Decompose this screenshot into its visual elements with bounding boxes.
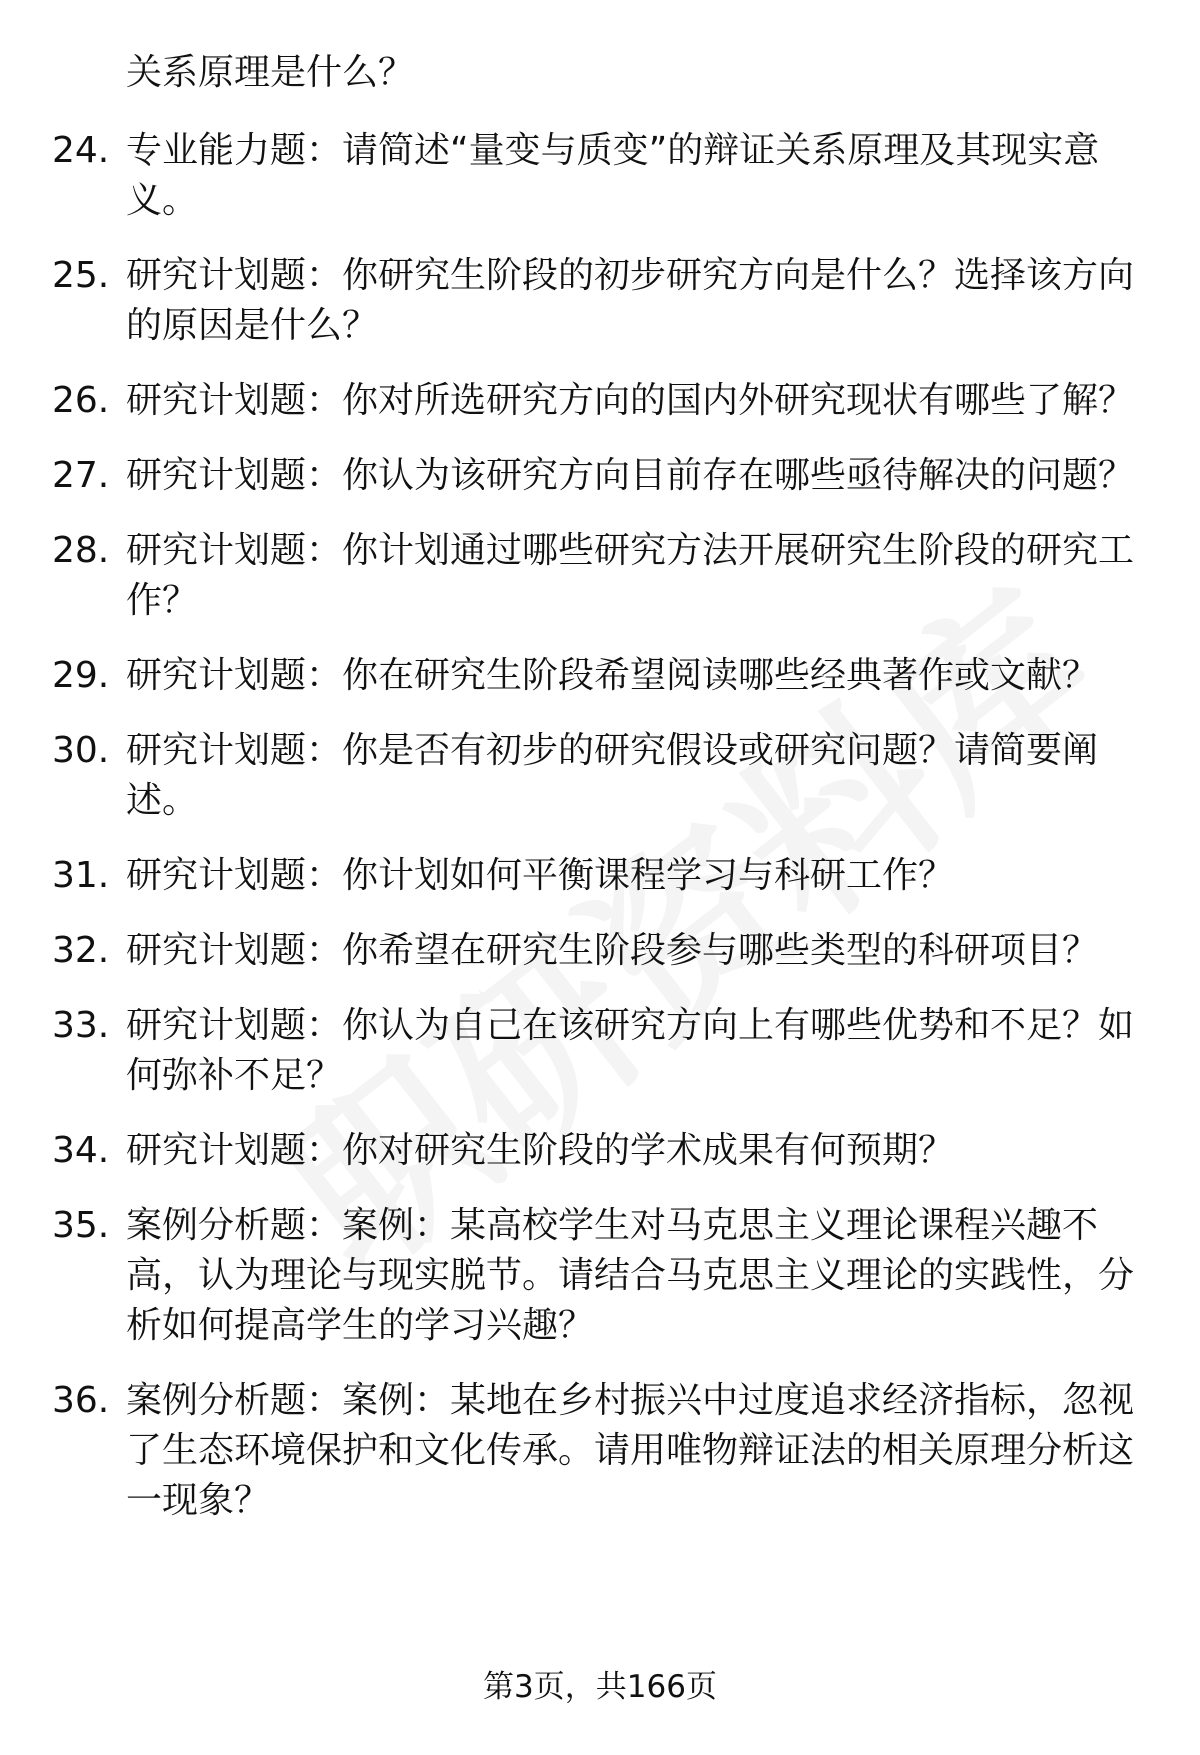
question-item xyxy=(52,376,1152,426)
question-item xyxy=(52,451,1152,501)
question-number: 29. xyxy=(52,655,110,696)
document-body xyxy=(52,48,1152,1551)
question-text: 专业能力题：请简述“量变与质变”的辩证关系原理及其现实意义。 xyxy=(126,130,1100,221)
question-list xyxy=(52,126,1152,1526)
question-item xyxy=(52,726,1152,826)
question-text: 研究计划题：你在研究生阶段希望阅读哪些经典著作或文献？ xyxy=(126,655,1099,696)
question-item xyxy=(52,526,1152,626)
question-text: 研究计划题：你计划如何平衡课程学习与科研工作？ xyxy=(126,855,955,896)
question-text: 案例分析题：案例：某高校学生对马克思主义理论课程兴趣不高，认为理论与现实脱节。请结合马克思主义理论的实践性，分析如何提高学生的学习兴趣？ xyxy=(126,1205,1135,1346)
question-number: 28. xyxy=(52,530,110,571)
question-number: 36. xyxy=(52,1380,110,1421)
question-item xyxy=(52,1376,1152,1526)
question-number: 26. xyxy=(52,380,110,421)
question-item xyxy=(52,126,1152,226)
page-footer: 第3页，共166页 xyxy=(483,1669,717,1705)
question-text: 研究计划题：你认为自己在该研究方向上有哪些优势和不足？如何弥补不足？ xyxy=(126,1005,1135,1096)
question-number: 34. xyxy=(52,1130,110,1171)
question-number: 30. xyxy=(52,730,110,771)
question-text: 研究计划题：你研究生阶段的初步研究方向是什么？选择该方向的原因是什么？ xyxy=(126,255,1135,346)
question-item xyxy=(52,851,1152,901)
question-item xyxy=(52,251,1152,351)
question-text: 研究计划题：你希望在研究生阶段参与哪些类型的科研项目？ xyxy=(126,930,1099,971)
question-number: 25. xyxy=(52,255,110,296)
question-item xyxy=(52,1001,1152,1101)
question-item xyxy=(52,651,1152,701)
question-text: 研究计划题：你对所选研究方向的国内外研究现状有哪些了解？ xyxy=(126,380,1135,421)
question-number: 31. xyxy=(52,855,110,896)
question-item xyxy=(52,1126,1152,1176)
question-text: 研究计划题：你计划通过哪些研究方法开展研究生阶段的研究工作？ xyxy=(126,530,1135,621)
question-number: 33. xyxy=(52,1005,110,1046)
question-text: 研究计划题：你对研究生阶段的学术成果有何预期？ xyxy=(126,1130,955,1171)
question-text: 研究计划题：你认为该研究方向目前存在哪些亟待解决的问题？ xyxy=(126,455,1135,496)
question-item xyxy=(52,1201,1152,1351)
question-number: 24. xyxy=(52,130,110,171)
question-number: 35. xyxy=(52,1205,110,1246)
question-number: 32. xyxy=(52,930,110,971)
question-text: 研究计划题：你是否有初步的研究假设或研究问题？请简要阐述。 xyxy=(126,730,1099,821)
question-item xyxy=(52,926,1152,976)
question-number: 27. xyxy=(52,455,110,496)
continued-question-text: 关系原理是什么？ xyxy=(126,52,415,93)
question-text: 案例分析题：案例：某地在乡村振兴中过度追求经济指标，忽视了生态环境保护和文化传承。请用唯物辩证法的相关原理分析这一现象？ xyxy=(126,1380,1135,1521)
